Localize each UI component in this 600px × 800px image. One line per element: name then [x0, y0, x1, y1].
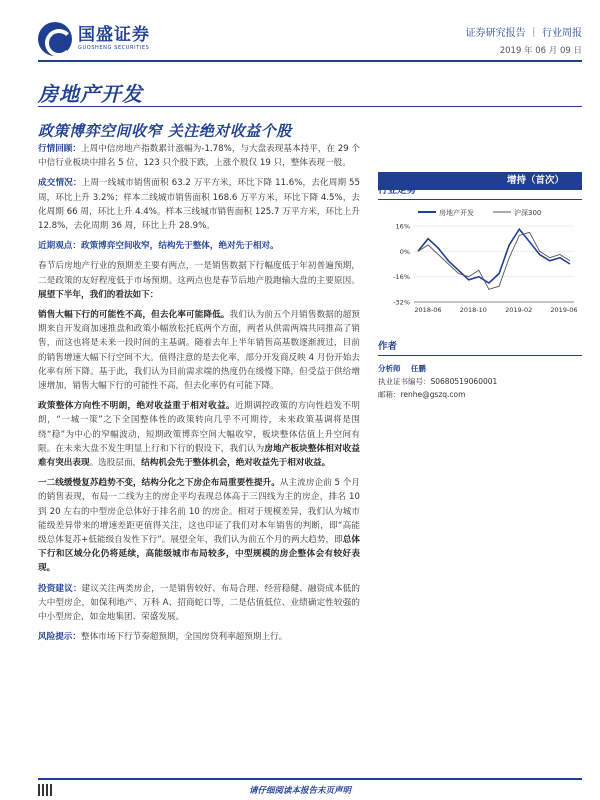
title-divider — [38, 106, 582, 107]
point-2 — [38, 399, 360, 470]
analyst-name: 任鹏 — [410, 364, 426, 373]
author-section — [378, 338, 582, 401]
main-body — [38, 142, 360, 651]
cert-label: 执业证书编号： — [378, 377, 431, 386]
point-3-text: 从主流房企前 5 个月的销售表现，布局一二线为主的房企平均表现总体高于三四线为主的房企，排名 10 到 20 左右的中型房企总体好于排名前 10 的房企。相对于规模差异，我们认为城市能级差异带来的增速差距更值得关注，这也印证了我们对本年销售的判断，即“高能级总体复苏+低能级自发性下行”。展望全年，我们认为前五个月的两大趋势，即 — [38, 478, 360, 546]
point-2-end: 结构机会先于整体机会，绝对收益先于相对收益。 — [141, 458, 331, 469]
deal-text: 上周一线城市销售面积 63.2 万平方米，环比下降 11.6%，去化周期 55 周，环比上升 3.2%；样本二线城市销售面积 168.6 万平方米，环比下降 4.5%，去化周期 66 周，环比上升 4.4%。样本三线城市销售面积 125.7 万平方米，环比上升 12.8%，去化周期 36 周，环比上升 28.9%。 — [38, 178, 360, 232]
analyst-row — [378, 362, 582, 375]
risk-para — [38, 630, 360, 644]
point-2-mid: 房地产板块整体相对收益难有突出表现 — [38, 443, 360, 469]
logo-cn: 国盛证券 — [78, 25, 150, 45]
report-date: 2019 年 06 月 09 日 — [499, 46, 582, 56]
analyst-label: 分析师 — [378, 364, 401, 373]
email-row — [378, 388, 582, 401]
point-3-bold2: 总体下行和区域分化仍将延续，高能级城市布局较多，中型规模的房企整体会有较好表现。 — [38, 535, 360, 574]
trend-title: 行业走势 — [378, 182, 582, 200]
point-1-text: 我们认为前五个月销售数据的超预期来自开发商加速推盘和政策小幅放松托底两个方面，两者从供需两端共同推高了销售，而这也将是未来一段时间的主基调。随着去年上半年销售高基数逐渐渡过，目前的销售增速大幅下行空间不大。值得注意的是去化率，部分开发商反映 4 月份开始去化率有所下降。基于此，我们认为目前需求端的热度仍在缓慢下降，但受益于供给增速增加，销售大幅下行的可能性不高，但去化率仍有可能下降。 — [38, 310, 360, 392]
view-para — [38, 239, 360, 253]
view-text: 政策博弈空间收窄，结构先于整体，绝对先于相对。 — [80, 241, 279, 252]
footer-divider — [38, 778, 582, 780]
deal-label: 成交情况： — [38, 178, 82, 189]
view-label: 近期观点： — [38, 241, 81, 252]
cert-number: S0680519060001 — [430, 377, 498, 386]
author-title: 作者 — [378, 338, 582, 356]
legend-label-a: 房地产开发 — [439, 209, 474, 217]
x-tick-label: 2019-06 — [550, 306, 578, 314]
review-para — [38, 142, 360, 170]
footer-disclaimer: 请仔细阅读本报告末页声明 — [248, 786, 351, 796]
trend-section — [378, 182, 582, 200]
invest-label: 投资建议： — [38, 583, 82, 594]
chart-axes — [393, 223, 577, 315]
report-type: 证券研究报告 ｜ 行业周报 — [465, 28, 582, 39]
view-body-text: 春节后房地产行业的预期差主要有两点，一是销售数据下行幅度低于年初普遍预期，二是政策的友好程度低于市场预期。这两点也是春节后地产股跑输大盘的主要原因。 — [38, 261, 360, 286]
x-tick-label: 2018-06 — [414, 306, 442, 314]
industry-title: 房地产开发 — [38, 82, 143, 106]
deal-para — [38, 176, 360, 233]
headline: 政策博弈空间收窄 关注绝对收益个股 — [38, 122, 292, 140]
rating-badge: 增持（首次） — [378, 172, 582, 190]
email-label: 邮箱： — [378, 390, 401, 399]
review-label: 行情回顾： — [38, 144, 81, 154]
invest-text: 建议关注两类房企，一是销售较好、布局合理、经营稳健、融资成本低的大中型房企，如保利地产、万科 A、招商蛇口等，二是估值低位、业绩确定性较强的中小型房企，如金地集团、荣盛发展。 — [38, 583, 360, 623]
point-2-tail: 。选股层面， — [89, 458, 142, 469]
logo-en: GUOSHENG SECURITIES — [78, 45, 150, 51]
legend — [418, 208, 541, 217]
logo-mark-icon — [38, 22, 72, 56]
legend-label-b: 沪深300 — [514, 209, 542, 217]
view-tail: 展望下半年，我们的看法如下： — [38, 289, 159, 300]
point-1 — [38, 308, 360, 393]
view-body — [38, 259, 360, 302]
point-2-text: 近期调控政策的方向性趋发不明朗，“一城一策”之下全国整体性的政策转向几乎不可期待，未来政策基调将是围绕“稳”为中心的窄幅波动，短期政策博弈空间大幅收窄，板块整体估值上升空间有限。在未来大盘不发生明显上行和下行的假设下，我们认为 — [38, 401, 360, 454]
point-3 — [38, 476, 360, 575]
point-3-bold: 一二线缓慢复苏趋势不变，结构分化之下房企布局重要性提升。 — [38, 478, 280, 489]
cert-row — [378, 375, 582, 388]
y-tick-label: 16% — [395, 222, 410, 231]
trend-chart — [378, 202, 582, 322]
header-divider — [38, 60, 582, 62]
point-2-bold: 政策整体方向性不明朗，绝对收益重于相对收益。 — [38, 401, 235, 412]
series-line-b — [418, 232, 570, 289]
x-tick-label: 2018-10 — [459, 306, 487, 314]
risk-text: 整体市场下行节奏超预期，全国房贷利率超预期上行。 — [80, 632, 288, 643]
x-tick-label: 2019-02 — [505, 306, 533, 314]
y-tick-label: -16% — [393, 273, 410, 282]
email-value[interactable]: renhe@gszq.com — [400, 390, 466, 399]
point-1-bold: 销售大幅下行的可能性不高，但去化率可能降低。 — [38, 310, 230, 321]
y-tick-label: -32% — [393, 298, 410, 307]
invest-para — [38, 582, 360, 625]
logo — [38, 22, 150, 56]
chart-series — [418, 229, 570, 289]
y-tick-label: 0% — [399, 247, 410, 256]
risk-label: 风险提示： — [38, 632, 81, 643]
review-text: 上周中信房地产指数累计涨幅为-1.78%，与大盘表现基本持平，在 29 个中信行业板块中排名 5 位，123 只个股下跌，上涨个股仅 19 只，整体表现一般。 — [38, 144, 360, 169]
